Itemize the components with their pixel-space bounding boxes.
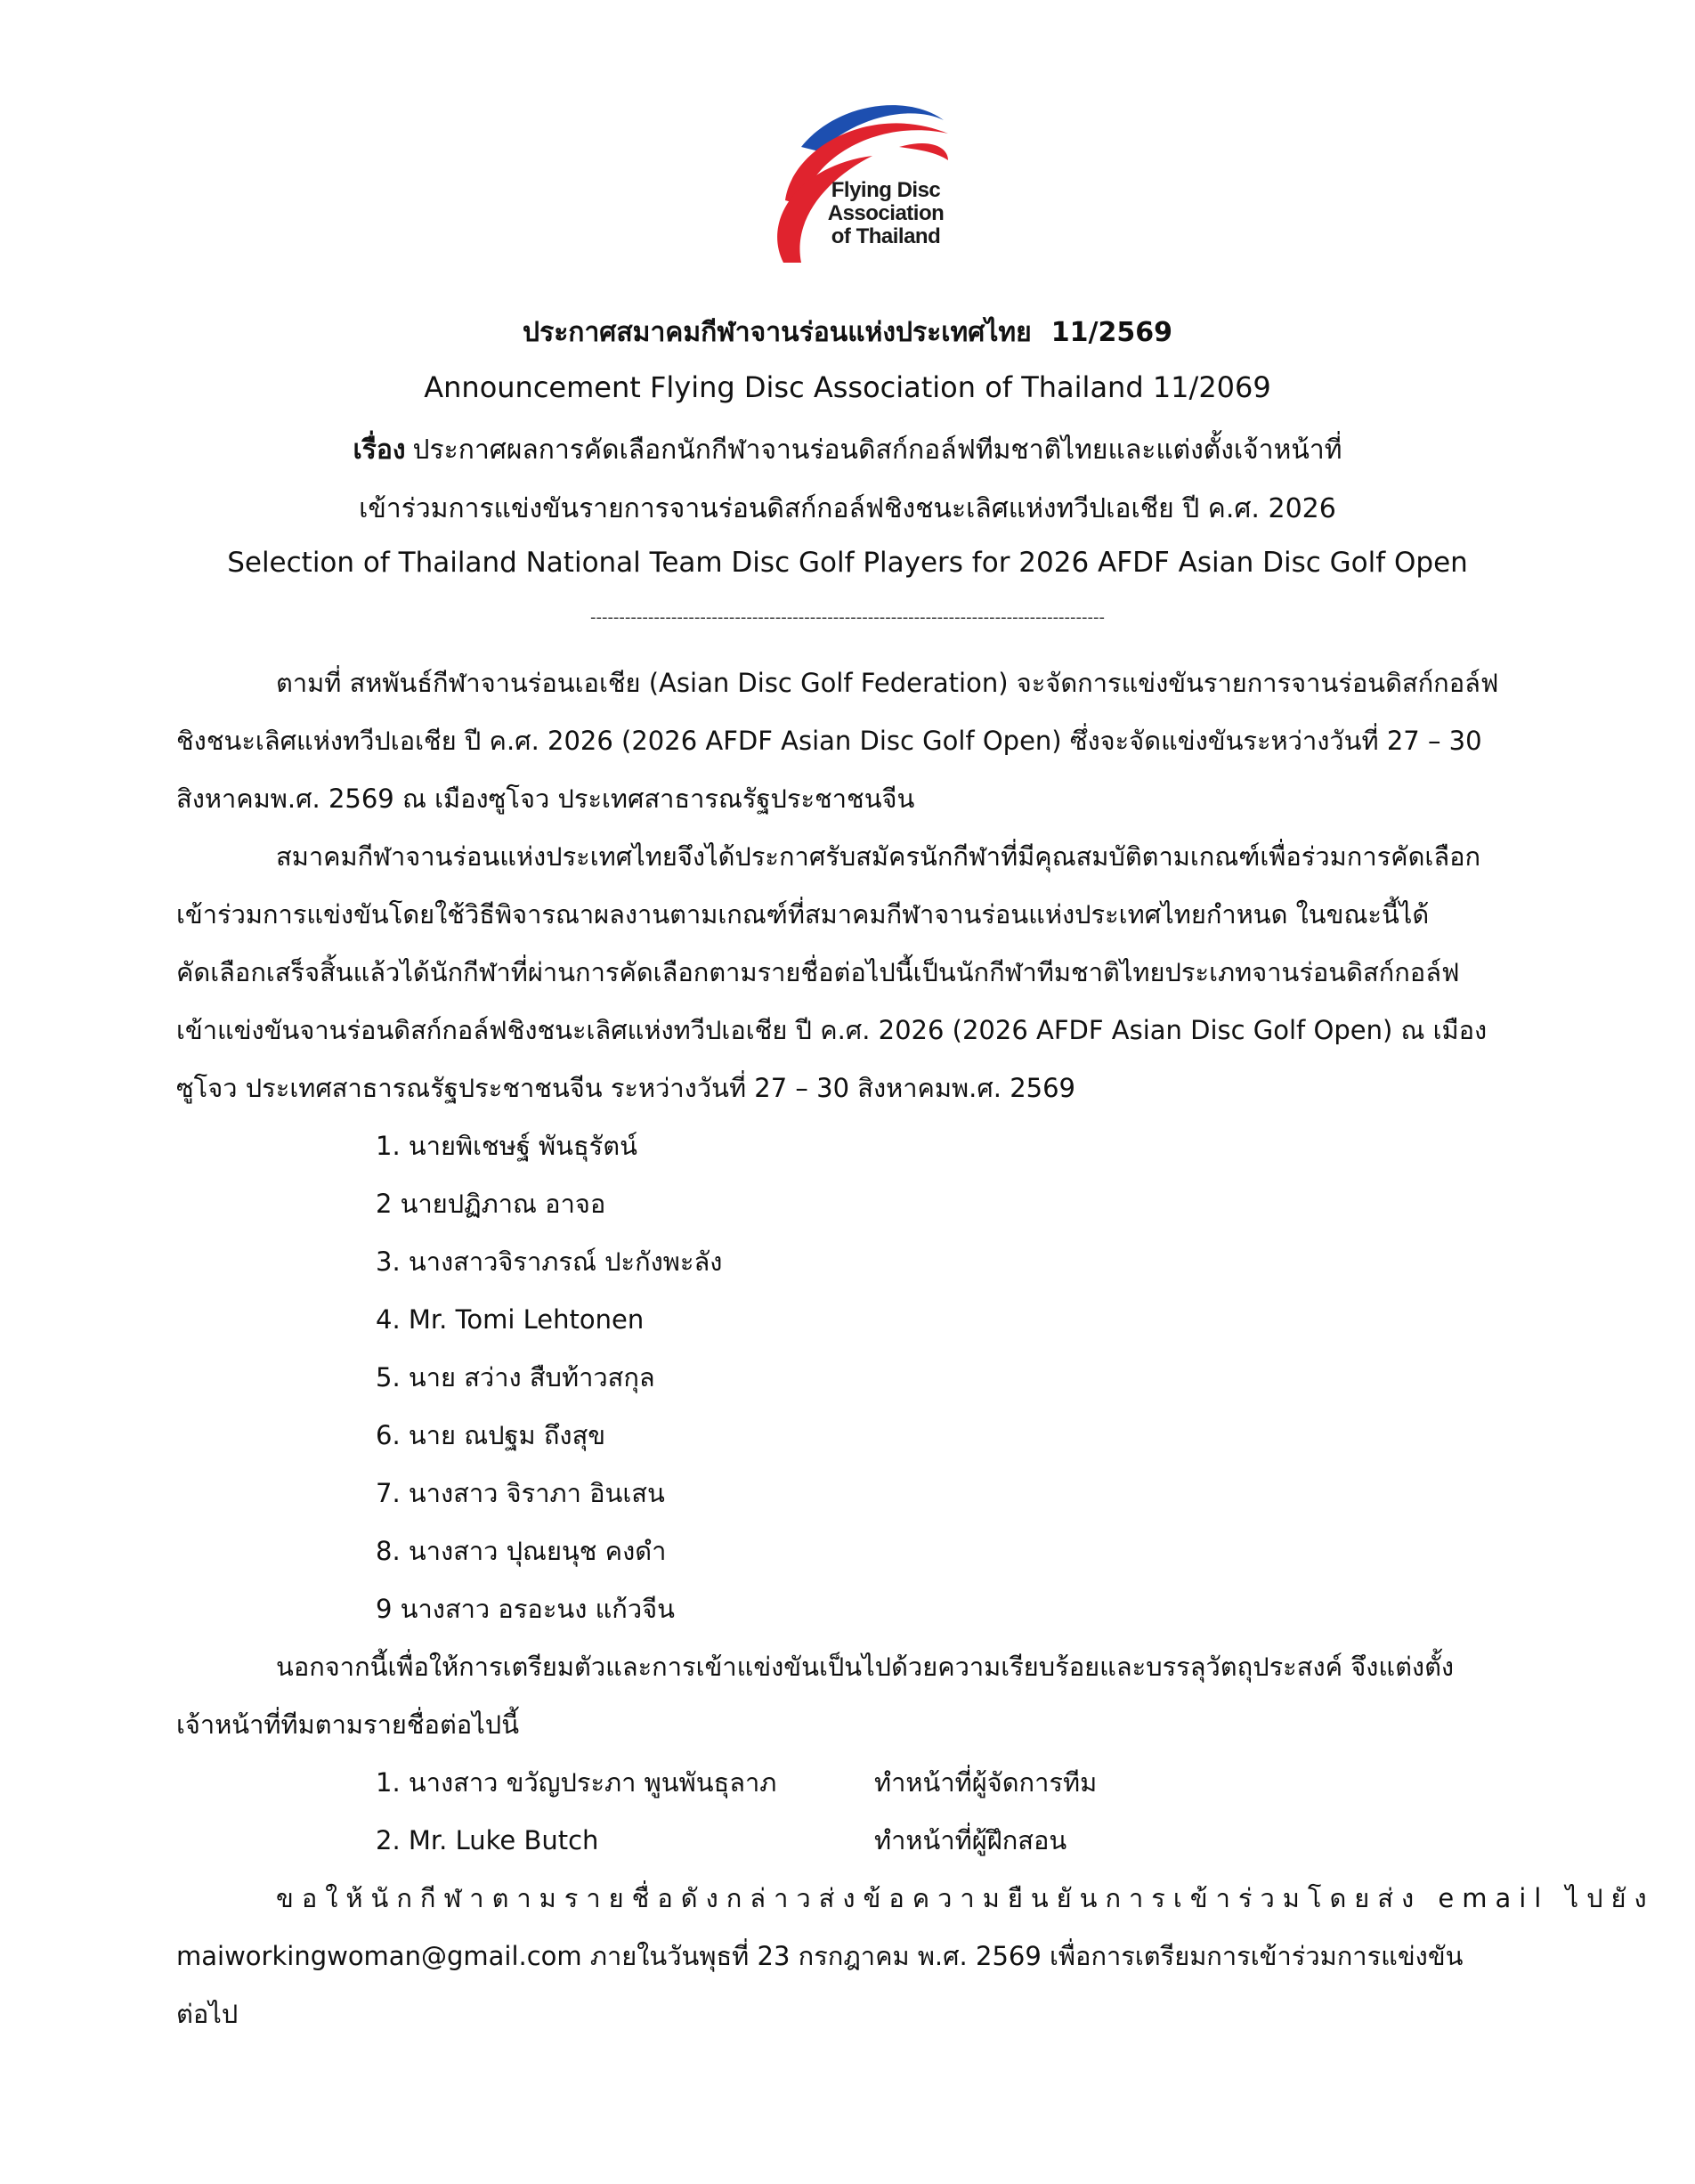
player-item: 3. นางสาวจิราภรณ์ ปะกังพะลัง bbox=[376, 1246, 723, 1277]
subject-line-2: เข้าร่วมการแข่งขันรายการจานร่อนดิสก์กอล์ฟชิงชนะเลิศแห่งทวีปเอเชีย ปี ค.ศ. 2026 bbox=[359, 493, 1336, 524]
subject-text-1: ประกาศผลการคัดเลือกนักกีฬาจานร่อนดิสก์กอล์ฟทีมชาติไทยและแต่งตั้งเจ้าหน้าที่ bbox=[412, 434, 1342, 466]
paragraph-2-line: เข้าร่วมการแข่งขันโดยใช้วิธีพิจารณาผลงานตามเกณฑ์ที่สมาคมกีฬาจานร่อนแห่งประเทศไทยกำหนด ในขณะนี้ได้ bbox=[176, 899, 1430, 930]
subject-en: Selection of Thailand National Team Disc Golf Players for 2026 AFDF Asian Disc Golf Open bbox=[227, 547, 1468, 579]
staff-name: 1. นางสาว ขวัญประภา พูนพันธุลาภ bbox=[376, 1767, 777, 1798]
staff-item bbox=[176, 1812, 1537, 1870]
paragraph-3-line: เจ้าหน้าที่ทีมตามรายชื่อต่อไปนี้ bbox=[176, 1709, 520, 1740]
staff-name: 2. Mr. Luke Butch bbox=[376, 1825, 599, 1855]
player-item: 5. นาย สว่าง สืบท้าวสกุล bbox=[376, 1362, 655, 1392]
paragraph-1-line: ตามที่ สหพันธ์กีฬาจานร่อนเอเชีย (Asian Disc Golf Federation) จะจัดการแข่งขันรายการจานร่อนดิสก์กอล์ฟ bbox=[276, 668, 1499, 698]
paragraph-4-line: maiworkingwoman@gmail.com ภายในวันพุธที่ 23 กรกฎาคม พ.ศ. 2569 เพื่อการเตรียมการเข้าร่วมการแข่งขัน bbox=[176, 1941, 1464, 1971]
staff-role: ทำหน้าที่ผู้ฝึกสอน bbox=[874, 1825, 1067, 1855]
subject-line-1 bbox=[0, 429, 1695, 471]
paragraph-2-line: คัดเลือกเสร็จสิ้นแล้วได้นักกีฬาที่ผ่านการคัดเลือกตามรายชื่อต่อไปนี้เป็นนักกีฬาทีมชาติไทยประเภทจานร่อนดิสก์กอล์ฟ bbox=[176, 957, 1460, 987]
paragraph-4-line: ขอให้นักกีฬาตามรายชื่อดังกล่าวส่งข้อความยืนยันการเข้าร่วมโดยส่ง email ไปยัง bbox=[276, 1883, 1655, 1913]
player-list bbox=[176, 1117, 1537, 1638]
title-th-text: ประกาศสมาคมกีฬาจานร่อนแห่งประเทศไทย bbox=[523, 317, 1032, 348]
player-item: 2 นายปฏิภาณ อาจอ bbox=[376, 1189, 606, 1219]
paragraph-2-line: ซูโจว ประเทศสาธารณรัฐประชาชนจีน ระหว่างวันที่ 27 – 30 สิงหาคมพ.ศ. 2569 bbox=[176, 1073, 1076, 1103]
logo-line-2: Association bbox=[827, 201, 945, 225]
player-item: 7. นางสาว จิราภา อินเสน bbox=[376, 1478, 665, 1508]
staff-role: ทำหน้าที่ผู้จัดการทีม bbox=[874, 1767, 1098, 1798]
association-logo bbox=[766, 93, 953, 267]
announcement-body bbox=[176, 654, 1655, 2043]
player-item: 8. นางสาว ปุณยนุช คงดำ bbox=[376, 1536, 667, 1566]
player-item: 1. นายพิเชษฐ์ พันธุรัตน์ bbox=[376, 1131, 637, 1161]
subject-label: เรื่อง bbox=[353, 434, 406, 466]
paragraph-3-line: นอกจากนี้เพื่อให้การเตรียมตัวและการเข้าแข่งขันเป็นไปด้วยความเรียบร้อยและบรรลุวัตถุประสงค์ จึงแต่งตั้ง bbox=[276, 1652, 1455, 1682]
paragraph-4-line: ต่อไป bbox=[176, 1999, 239, 2029]
logo-line-1: Flying Disc bbox=[831, 178, 941, 202]
announcement-title-en: Announcement Flying Disc Association of Thailand 11/2069 bbox=[424, 370, 1271, 404]
logo-line-3: of Thailand bbox=[831, 224, 941, 248]
player-item: 6. นาย ณปฐม ถึงสุข bbox=[376, 1420, 606, 1450]
title-th-number: 11/2569 bbox=[1050, 317, 1172, 348]
player-item: 9 นางสาว อรอะนง แก้วจีน bbox=[376, 1594, 675, 1624]
paragraph-2-line: สมาคมกีฬาจานร่อนแห่งประเทศไทยจึงได้ประกาศรับสมัครนักกีฬาที่มีคุณสมบัติตามเกณฑ์เพื่อร่วมการคัดเลือก bbox=[276, 841, 1481, 872]
paragraph-2 bbox=[176, 828, 1537, 1117]
staff-list bbox=[176, 1754, 1537, 1870]
paragraph-1 bbox=[176, 654, 1537, 828]
logo-text bbox=[819, 179, 953, 248]
staff-item bbox=[176, 1754, 1537, 1812]
divider-line: ----------------------------------------------------------------------------------------- bbox=[589, 608, 1106, 627]
paragraph-4 bbox=[176, 1870, 1655, 2043]
announcement-title-th bbox=[0, 312, 1695, 353]
paragraph-1-line: ชิงชนะเลิศแห่งทวีปเอเชีย ปี ค.ศ. 2026 (2026 AFDF Asian Disc Golf Open) ซึ่งจะจัดแข่งขันระหว่างวันที่ 27 – 30 bbox=[176, 726, 1482, 756]
paragraph-1-line: สิงหาคมพ.ศ. 2569 ณ เมืองซูโจว ประเทศสาธารณรัฐประชาชนจีน bbox=[176, 783, 915, 814]
paragraph-3 bbox=[176, 1638, 1537, 1754]
paragraph-2-line: เข้าแข่งขันจานร่อนดิสก์กอล์ฟชิงชนะเลิศแห่งทวีปเอเชีย ปี ค.ศ. 2026 (2026 AFDF Asian Disc Golf Open) ณ เมือง bbox=[176, 1015, 1488, 1045]
player-item: 4. Mr. Tomi Lehtonen bbox=[376, 1304, 645, 1335]
